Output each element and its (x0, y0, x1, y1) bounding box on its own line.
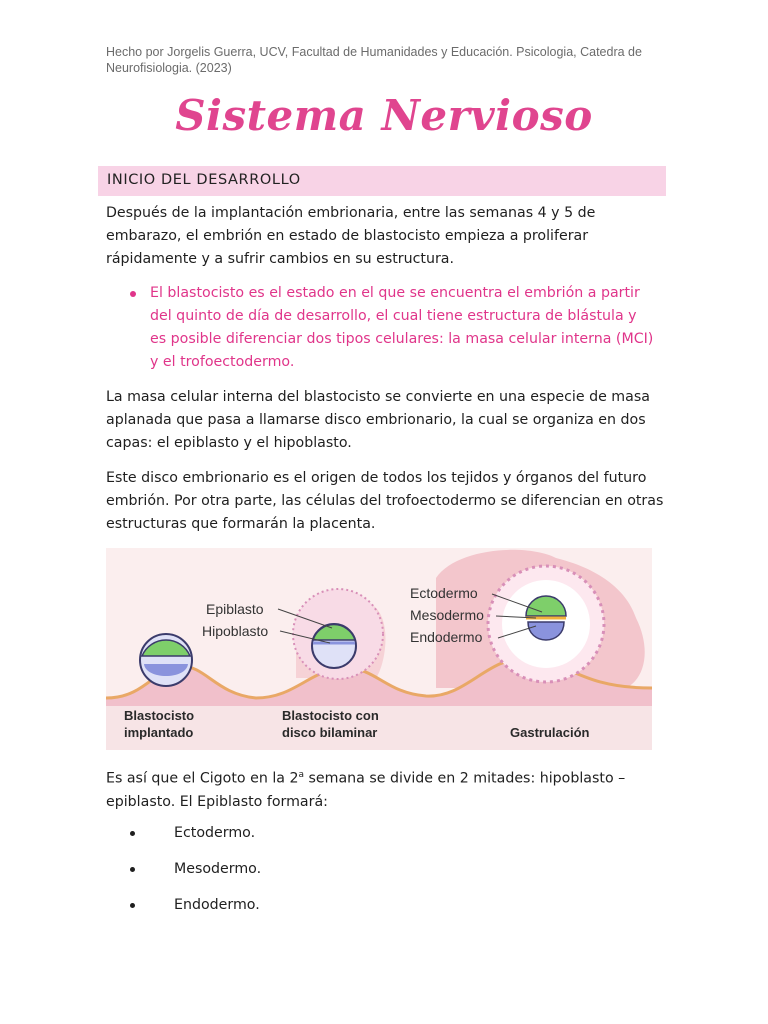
paragraph-cigoto-part1: Es así que el Cigoto en la 2 (106, 770, 299, 787)
blastocyst-bullet-text: El blastocisto es el estado en el que se encuentra el embrión a partir del quinto de día de desarrollo, el cual tiene estructura de blástula y es posible diferenciar dos tipos celulares: la masa celular interna (MCI) y el trofoectodermo. (150, 285, 654, 370)
page-title: Sistema Nervioso (175, 91, 593, 140)
caption-stage1-line1: Blastocisto (124, 708, 195, 723)
list-item-text: Ectodermo. (174, 825, 256, 841)
paragraph-cigoto (106, 764, 664, 814)
list-item-text: Endodermo. (174, 897, 260, 913)
label-ectodermo: Ectodermo (410, 585, 478, 601)
label-mesodermo: Mesodermo (410, 607, 484, 623)
caption-stage2-line1: Blastocisto con (282, 708, 379, 723)
embryo-development-figure (106, 548, 652, 750)
paragraph-implantation: Después de la implantación embrionaria, entre las semanas 4 y 5 de embarazo, el embrión en estado de blastocisto empieza a proliferar rápidamente y a sufrir cambios en su estructura. (106, 205, 596, 267)
label-epiblasto: Epiblasto (206, 601, 264, 617)
section-heading: INICIO DEL DESARROLLO (107, 172, 301, 188)
author-credit: Hecho por Jorgelis Guerra, UCV, Facultad de Humanidades y Educación. Psicologia, Catedra de Neurofisiologia. (2023) (106, 45, 642, 75)
paragraph-inner-cell-mass: La masa celular interna del blastocisto se convierte en una especie de masa aplanada que pasa a llamarse disco embrionario, la cual se organiza en dos capas: el epiblasto y el hipoblasto. (106, 389, 650, 451)
caption-stage3: Gastrulación (510, 725, 590, 740)
list-bullet (130, 831, 135, 836)
label-endodermo: Endodermo (410, 629, 483, 645)
caption-stage2-line2: disco bilaminar (282, 725, 378, 740)
paragraph-cigoto-part2: semana se divide en 2 mitades: hipoblasto – epiblasto. El Epiblasto formará: (106, 770, 626, 810)
list-bullet (130, 903, 135, 908)
ordinal-superscript: a (298, 770, 305, 780)
list-item-text: Mesodermo. (174, 861, 262, 877)
paragraph-embryonic-disc: Este disco embrionario es el origen de todos los tejidos y órganos del futuro embrión. Por otra parte, las células del trofoectodermo se diferencian en otras estructuras que formarán la placenta. (106, 470, 664, 532)
embryo-illustration (106, 548, 652, 750)
list-bullet (130, 867, 135, 872)
label-hipoblasto: Hipoblasto (202, 623, 269, 639)
section-heading-bar (98, 166, 666, 196)
caption-stage1-line2: implantado (124, 725, 194, 740)
bullet-dot (130, 291, 136, 297)
